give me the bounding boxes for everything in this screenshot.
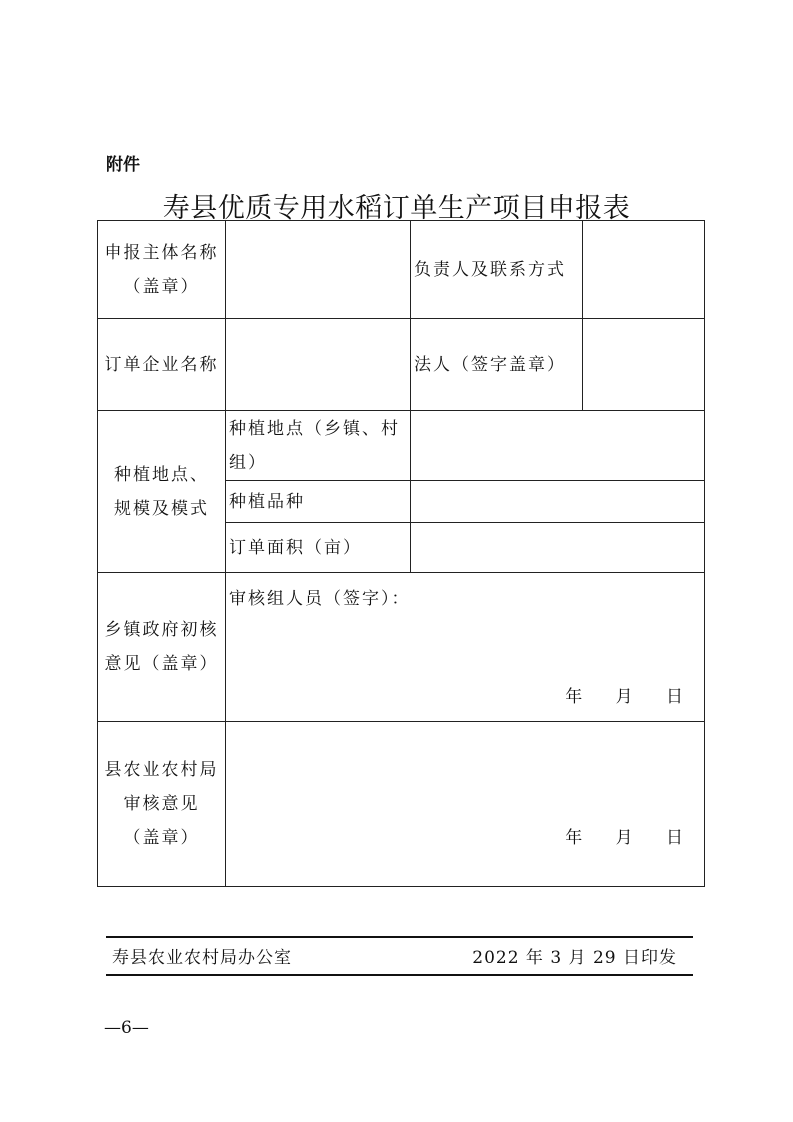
county-label-line1: 县农业农村局 bbox=[104, 760, 219, 780]
planting-section-label-line2: 规模及模式 bbox=[114, 498, 209, 519]
applicant-label-line2: （盖章） bbox=[123, 276, 200, 297]
row-order-company bbox=[98, 319, 705, 411]
township-label-line1: 乡镇政府初核 bbox=[104, 620, 219, 640]
row-planting-location bbox=[98, 411, 705, 481]
county-date-year: 年 bbox=[565, 828, 583, 848]
county-date-line bbox=[565, 821, 683, 855]
planting-variety-label: 种植品种 bbox=[229, 491, 305, 512]
order-area-value-cell[interactable] bbox=[411, 523, 705, 573]
township-date-day: 日 bbox=[666, 687, 683, 707]
township-date-line bbox=[565, 680, 683, 714]
county-label-line3: （盖章） bbox=[123, 828, 200, 848]
order-company-label-cell bbox=[98, 319, 226, 411]
footer-issuer: 寿县农业农村局办公室 bbox=[112, 948, 292, 968]
planting-variety-label-cell bbox=[226, 481, 411, 523]
order-company-label: 订单企业名称 bbox=[104, 354, 219, 375]
form-title: 寿县优质专用水稻订单生产项目申报表 bbox=[162, 193, 631, 224]
township-label-cell bbox=[98, 573, 226, 722]
review-team-label: 审核组人员（签字）： bbox=[229, 589, 411, 609]
planting-variety-value-cell[interactable] bbox=[411, 481, 705, 523]
county-opinion-cell[interactable] bbox=[226, 722, 705, 887]
planting-location-label-line2: 组） bbox=[229, 452, 267, 473]
attachment-label: 附件 bbox=[106, 155, 140, 175]
contact-value-cell[interactable] bbox=[583, 221, 705, 319]
applicant-label-line1: 申报主体名称 bbox=[104, 242, 219, 263]
footer-bottom-rule bbox=[106, 974, 693, 976]
contact-label: 负责人及联系方式 bbox=[414, 259, 566, 280]
application-form-table bbox=[97, 220, 705, 887]
planting-location-value-cell[interactable] bbox=[411, 411, 705, 481]
row-county-opinion bbox=[98, 722, 705, 887]
contact-label-cell bbox=[411, 221, 583, 319]
legal-person-label: 法人（签字盖章） bbox=[414, 354, 566, 375]
planting-section-label-line1: 种植地点、 bbox=[114, 464, 209, 485]
planting-section-label-cell bbox=[98, 411, 226, 573]
county-date-day: 日 bbox=[666, 828, 683, 848]
township-date-month: 月 bbox=[615, 687, 633, 707]
footer-issue-date: 2022 年 3 月 29 日印发 bbox=[472, 948, 677, 968]
township-opinion-cell[interactable] bbox=[226, 573, 705, 722]
applicant-label-cell bbox=[98, 221, 226, 319]
planting-location-label-cell bbox=[226, 411, 411, 481]
row-township-opinion bbox=[98, 573, 705, 722]
county-date-month: 月 bbox=[615, 828, 633, 848]
planting-location-label-line1: 种植地点（乡镇、村 bbox=[229, 418, 400, 439]
row-applicant bbox=[98, 221, 705, 319]
order-company-value-cell[interactable] bbox=[226, 319, 411, 411]
page-number: —6— bbox=[104, 1018, 149, 1038]
county-label-line2: 审核意见 bbox=[123, 794, 200, 814]
county-label-cell bbox=[98, 722, 226, 887]
order-area-label-cell bbox=[226, 523, 411, 573]
township-label-line2: 意见（盖章） bbox=[104, 654, 219, 674]
legal-person-value-cell[interactable] bbox=[583, 319, 705, 411]
footer-top-rule bbox=[106, 936, 693, 938]
legal-person-label-cell bbox=[411, 319, 583, 411]
order-area-label: 订单面积（亩） bbox=[229, 537, 362, 558]
applicant-value-cell[interactable] bbox=[226, 221, 411, 319]
township-date-year: 年 bbox=[565, 687, 583, 707]
